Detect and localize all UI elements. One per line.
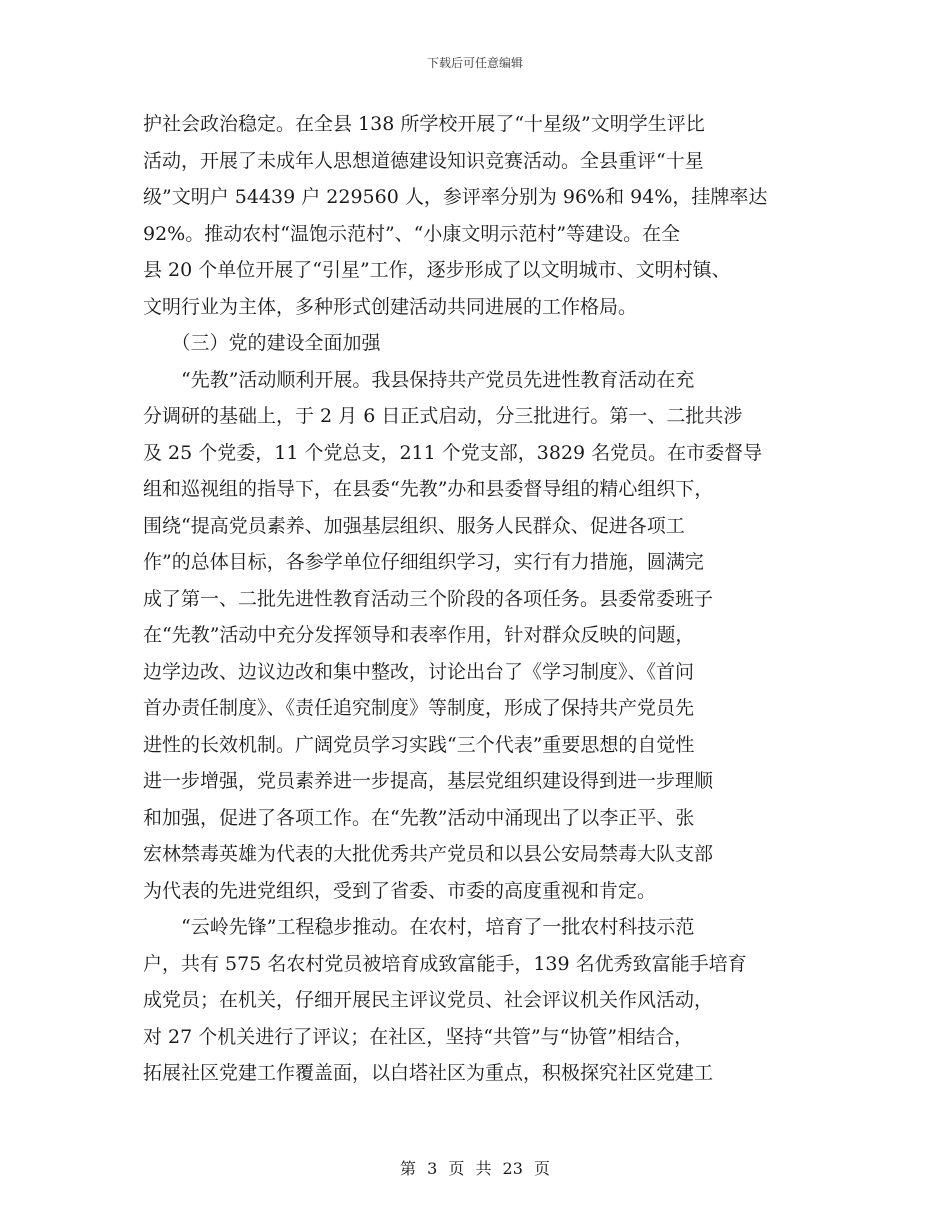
text-line: 及 25 个党委，11 个党总支，211 个党支部，3829 名党员。在市委督导 (143, 441, 763, 464)
document-body (143, 106, 815, 1092)
text-line: 成了第一、二批先进性教育活动三个阶段的各项任务。县委常委班子 (143, 587, 714, 610)
text-line: 和加强，促进了各项工作。在“先教”活动中涌现出了以李正平、张 (143, 806, 695, 829)
text-line: 县 20 个单位开展了“引星”工作，逐步形成了以文明城市、文明村镇、 (143, 259, 731, 281)
text-line: 活动，开展了未成年人思想道德建设知识竞赛活动。全县重评“十星 (143, 149, 704, 172)
text-line: 边学边改、边议边改和集中整改，讨论出台了《学习制度》、《首问 (143, 660, 695, 683)
text-line: 文明行业为主体，多种形式创建活动共同进展的工作格局。 (143, 295, 638, 318)
text-line: “云岭先锋”工程稳步推动。在农村，培育了一批农村科技示范 (143, 916, 695, 938)
page-header: 下载后可任意编辑 (426, 56, 523, 70)
text-line: 级”文明户 54439 户 229560 人，参评率分别为 96%和 94%，挂牌率达 (143, 186, 768, 208)
section-heading: （三）党的建设全面加强 (143, 332, 381, 354)
text-line: 在“先教”活动中充分发挥领导和表率作用，针对群众反映的问题， (143, 624, 695, 646)
text-line: 进性的长效机制。广阔党员学习实践“三个代表”重要思想的自觉性 (143, 733, 695, 756)
text-line: 92%。推动农村“温饱示范村”、“小康文明示范村”等建设。在全 (143, 222, 681, 245)
text-line: 进一步增强，党员素养进一步提高，基层党组织建设得到进一步理顺 (143, 770, 714, 792)
text-line: 组和巡视组的指导下，在县委“先教”办和县委督导组的精心组织下， (143, 478, 714, 500)
text-line: 护社会政治稳定。在全县 138 所学校开展了“十星级”文明学生评比 (143, 113, 705, 135)
text-line: 拓展社区党建工作覆盖面，以白塔社区为重点，积极探究社区党建工 (143, 1062, 714, 1084)
text-line: 分调研的基础上，于 2 月 6 日正式启动，分三批进行。第一、二批共涉 (143, 405, 743, 427)
text-line: 对 27 个机关进行了评议；在社区，坚持“共管”与“协管”相结合， (143, 1025, 694, 1048)
text-line: 为代表的先进党组织，受到了省委、市委的高度重视和肯定。 (143, 879, 657, 902)
text-line: 作”的总体目标，各参学单位仔细组织学习，实行有力措施，圆满完 (143, 551, 704, 573)
text-line: “先教”活动顺利开展。我县保持共产党员先进性教育活动在充 (143, 368, 695, 391)
text-line: 户，共有 575 名农村党员被培育成致富能手，139 名优秀致富能手培育 (143, 952, 747, 975)
text-line: 宏林禁毒英雄为代表的大批优秀共产党员和以县公安局禁毒大队支部 (143, 843, 714, 865)
text-line: 成党员；在机关，仔细开展民主评议党员、社会评议机关作风活动， (143, 989, 714, 1011)
text-line: 围绕“提高党员素养、加强基层组织、服务人民群众、促进各项工 (143, 514, 685, 537)
text-line: 首办责任制度》、《责任追究制度》等制度，形成了保持共产党员先 (143, 697, 695, 719)
page-number: 第 3 页 共 23 页 (400, 1159, 550, 1178)
